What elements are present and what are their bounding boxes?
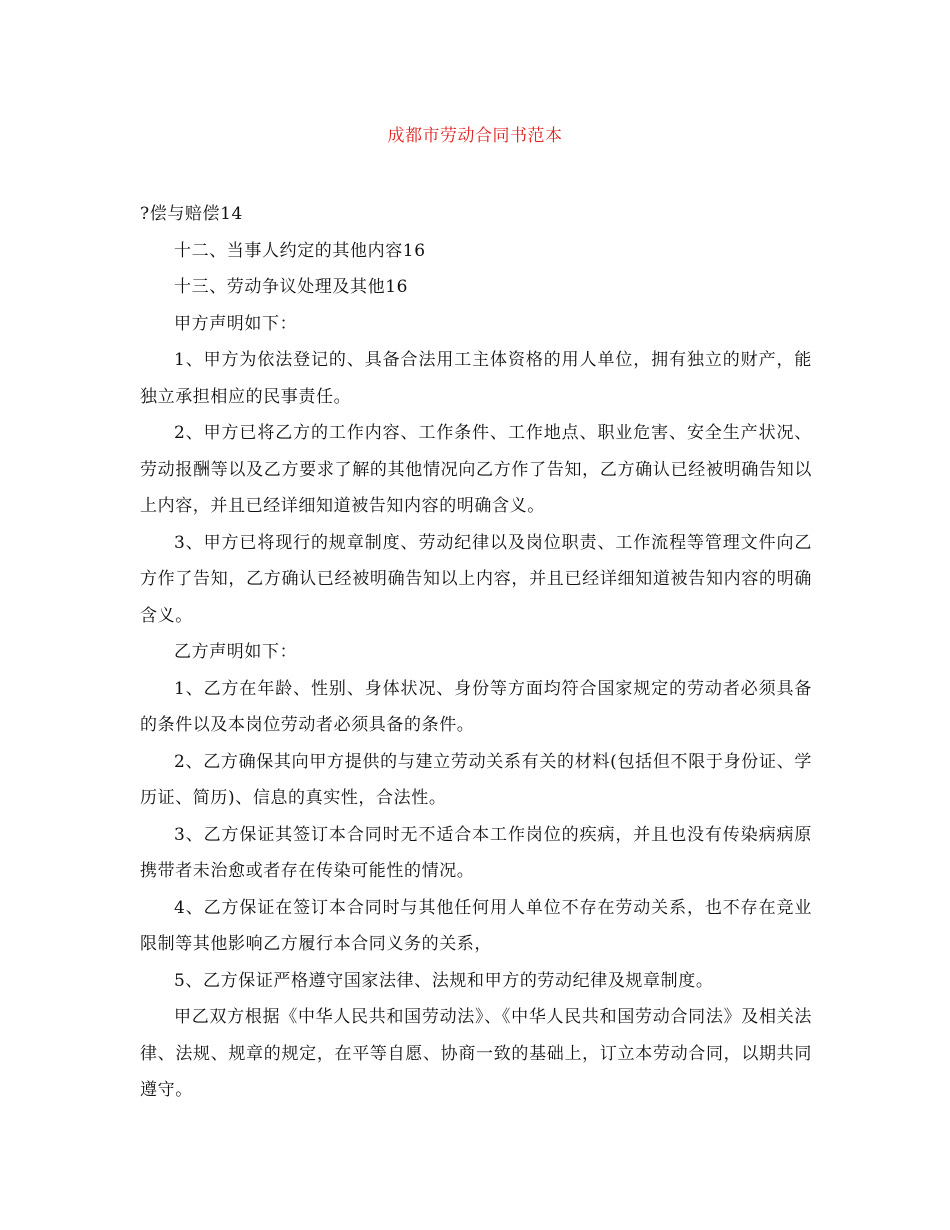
paragraph-party-a-clause-3: 3、甲方已将现行的规章制度、劳动纪律以及岗位职责、工作流程等管理文件向乙方作了告知，乙方确认已经被明确告知以上内容，并且已经详细知道被告知内容的明确含义。 bbox=[140, 532, 812, 626]
paragraph-party-a-clause-2: 2、甲方已将乙方的工作内容、工作条件、工作地点、职业危害、安全生产状况、劳动报酬等以及乙方要求了解的其他情况向乙方作了告知，乙方确认已经被明确告知以上内容，并且已经详细知道被告知内容的明确含义。 bbox=[140, 423, 812, 516]
paragraph-party-b-declaration-heading: 乙方声明如下： bbox=[174, 642, 298, 662]
paragraph-party-b-clause-1: 1、乙方在年龄、性别、身体状况、身份等方面均符合国家规定的劳动者必须具备的条件以及本岗位劳动者必须具备的条件。 bbox=[140, 678, 812, 735]
document-body bbox=[140, 196, 812, 1109]
paragraph-toc-item-13: 十三、劳动争议处理及其他16 bbox=[174, 277, 409, 297]
paragraph-toc-compensation: ?偿与赔偿14 bbox=[140, 204, 243, 224]
paragraph-party-b-clause-3: 3、乙方保证其签订本合同时无不适合本工作岗位的疾病，并且也没有传染病病原携带者未治愈或者存在传染可能性的情况。 bbox=[140, 824, 812, 881]
paragraph-party-a-declaration-heading: 甲方声明如下： bbox=[174, 313, 298, 334]
paragraph-agreement-basis: 甲乙双方根据《中华人民共和国劳动法》、《中华人民共和国劳动合同法》及相关法律、法规、规章的规定，在平等自愿、协商一致的基础上，订立本劳动合同，以期共同遵守。 bbox=[140, 1007, 812, 1100]
paragraph-party-b-clause-4: 4、乙方保证在签订本合同时与其他任何用人单位不存在劳动关系，也不存在竞业限制等其他影响乙方履行本合同义务的关系， bbox=[140, 897, 812, 954]
paragraph-party-b-clause-5: 5、乙方保证严格遵守国家法律、法规和甲方的劳动纪律及规章制度。 bbox=[174, 970, 714, 991]
paragraph-toc-item-12: 十二、当事人约定的其他内容16 bbox=[174, 240, 426, 261]
document-title: 成都市劳动合同书范本 bbox=[387, 126, 563, 146]
paragraph-party-a-clause-1: 1、甲方为依法登记的、具备合法用工主体资格的用人单位，拥有独立的财产，能独立承担相应的民事责任。 bbox=[140, 350, 812, 407]
paragraph-party-b-clause-2: 2、乙方确保其向甲方提供的与建立劳动关系有关的材料(包括但不限于身份证、学历证、简历)、信息的真实性，合法性。 bbox=[140, 751, 812, 808]
